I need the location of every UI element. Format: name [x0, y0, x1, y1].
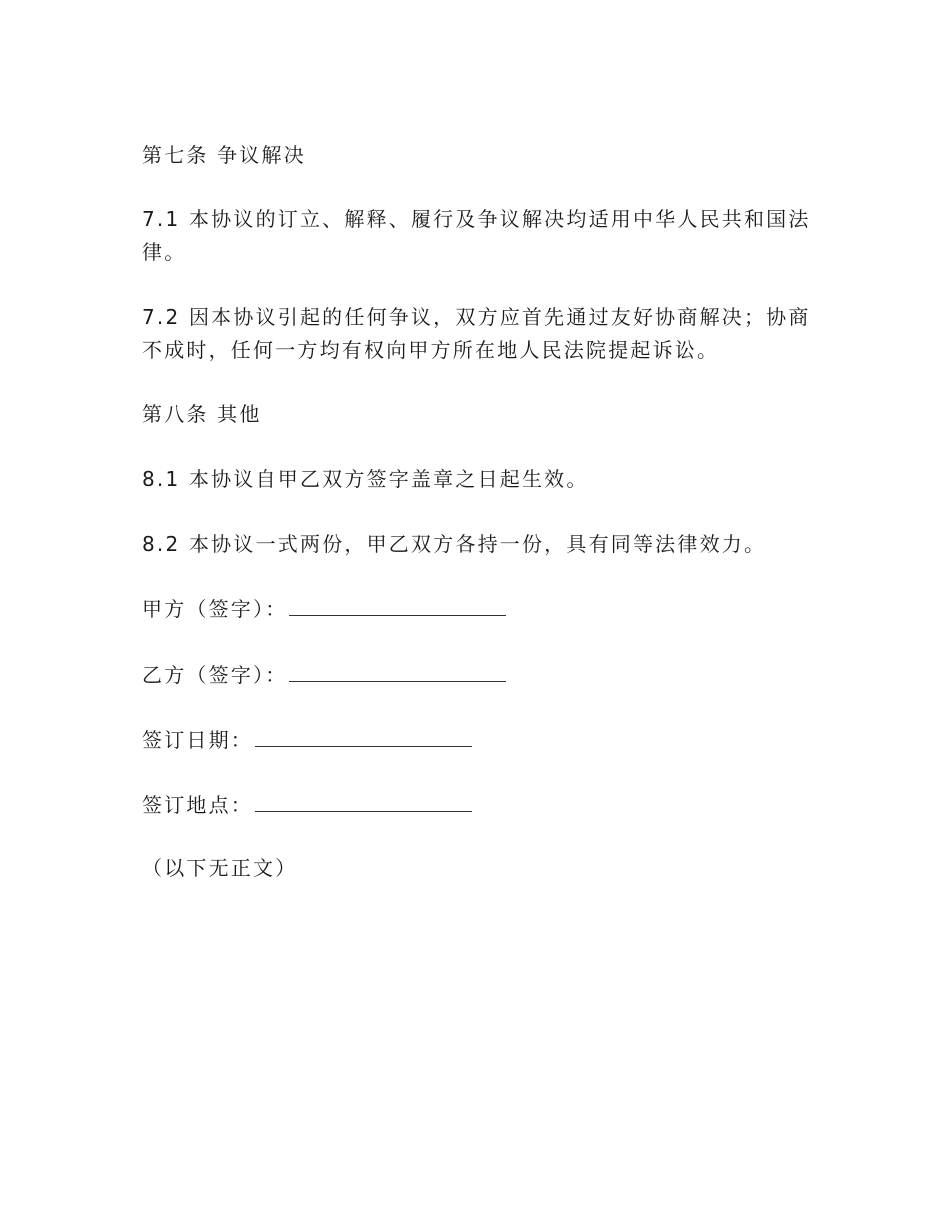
signing-place-blank [255, 795, 472, 812]
party-b-signature-row [142, 660, 506, 690]
party-b-signature-blank [289, 665, 506, 682]
party-a-signature-row [142, 594, 506, 624]
article-7-heading: 第七条 争议解决 [142, 143, 306, 167]
signing-date-blank [255, 730, 472, 747]
clause-7-1-line-1: 7.1 本协议的订立、解释、履行及争议解决均适用中华人民共和国法 [142, 207, 811, 231]
party-a-signature-label: 甲方（签字）： [142, 597, 288, 621]
party-b-signature-label: 乙方（签字）： [142, 663, 288, 687]
end-of-text-note: （以下无正文） [142, 856, 298, 880]
signing-place-row [142, 790, 472, 820]
clause-7-2-line-2: 不成时，任何一方均有权向甲方所在地人民法院提起诉讼。 [142, 338, 720, 362]
signing-place-label: 签订地点： [142, 793, 253, 817]
clause-8-1: 8.1 本协议自甲乙双方签字盖章之日起生效。 [142, 467, 589, 491]
article-8-heading: 第八条 其他 [142, 402, 262, 426]
clause-7-1-line-2: 律。 [142, 240, 187, 264]
signing-date-row [142, 725, 472, 755]
signing-date-label: 签订日期： [142, 728, 253, 752]
clause-8-2: 8.2 本协议一式两份，甲乙双方各持一份，具有同等法律效力。 [142, 532, 767, 556]
clause-7-2-line-1: 7.2 因本协议引起的任何争议，双方应首先通过友好协商解决；协商 [142, 305, 811, 329]
party-a-signature-blank [289, 599, 506, 616]
